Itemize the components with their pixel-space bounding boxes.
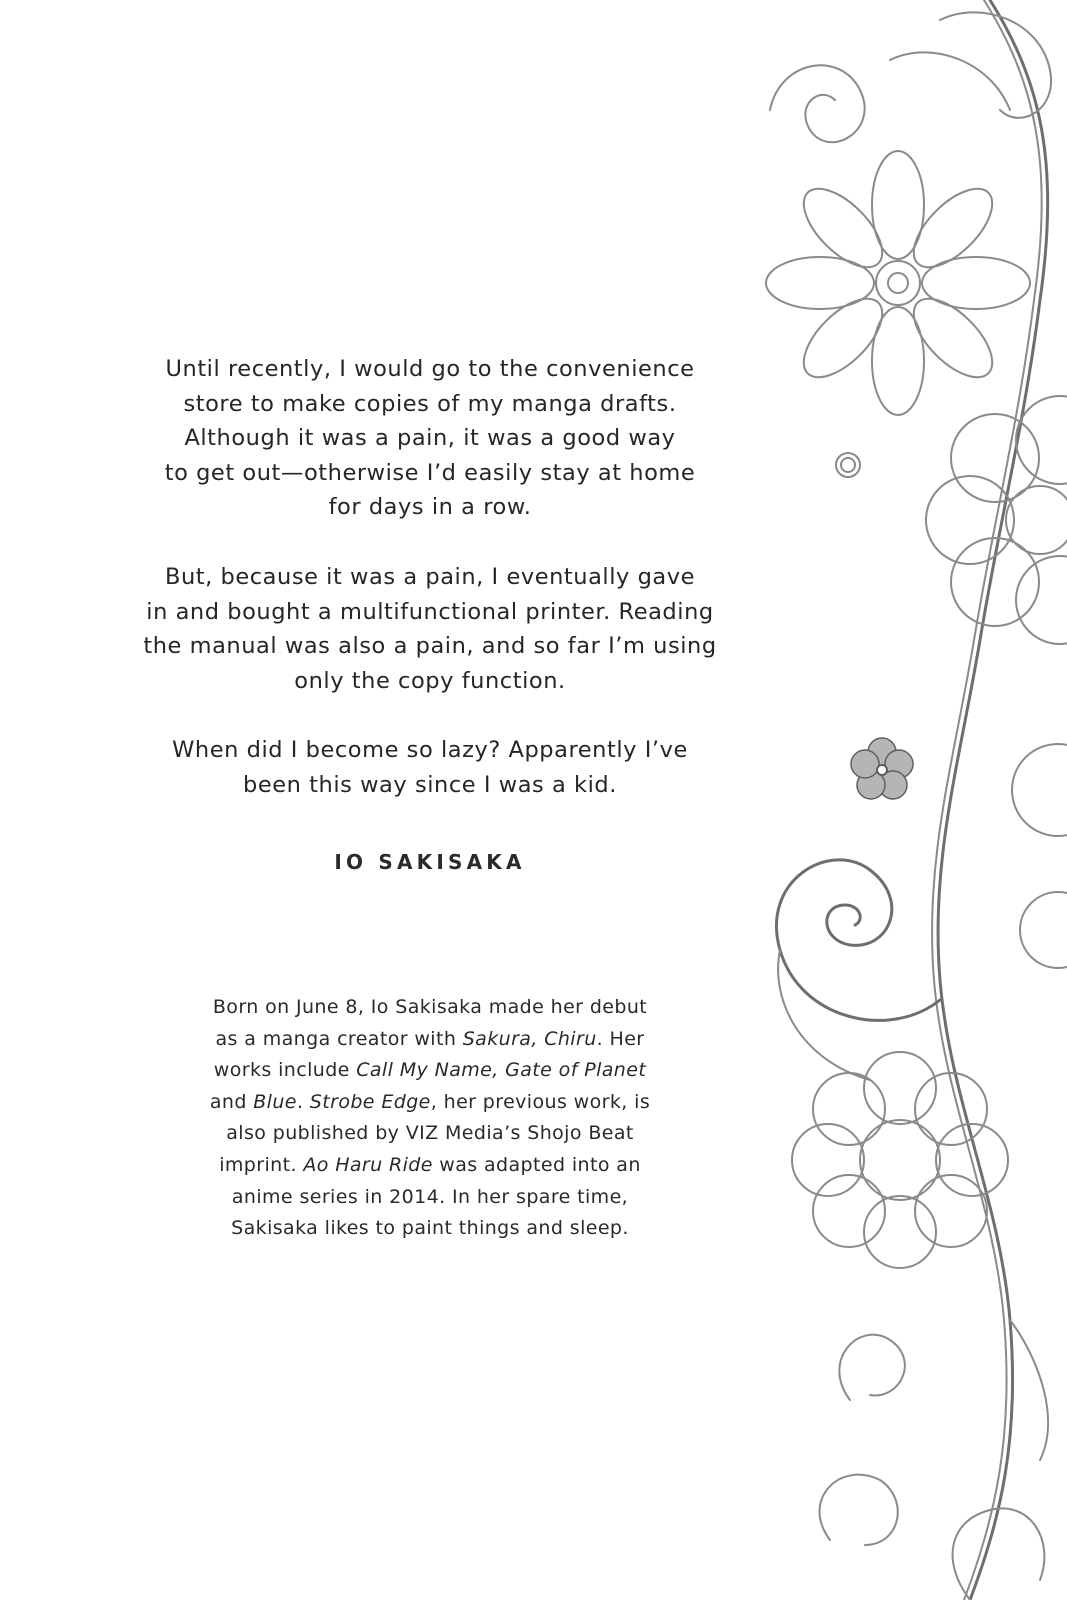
flower-large-bottom: [792, 1052, 1008, 1268]
bio-text: Born on June 8, Io Sakisaka made her debut: [212, 996, 648, 1018]
message-line: But, because it was a pain, I eventually gave: [164, 563, 696, 590]
bio-text: also published by VIZ Media’s Shojo Beat: [226, 1122, 634, 1145]
book-title: Sakura, Chiru: [462, 1027, 597, 1050]
bio-text: and: [209, 1090, 254, 1113]
bio-text: imprint.: [219, 1153, 304, 1176]
message-paragraph-1: [120, 352, 740, 525]
curl: [1010, 1320, 1048, 1460]
message-line: Until recently, I would go to the convenience: [165, 356, 695, 382]
bio-line: [140, 1182, 720, 1214]
message-paragraph-2: [120, 560, 740, 698]
curl: [839, 1335, 904, 1400]
spiral-tail: [778, 950, 870, 1080]
small-circle: [841, 458, 855, 472]
curl: [953, 1508, 1045, 1600]
curl: [890, 52, 1010, 110]
book-title: Blue: [253, 1090, 297, 1113]
curl: [820, 1475, 898, 1545]
bio-text: anime series in 2014. In her spare time,: [231, 1185, 629, 1208]
flower-small-dark: [851, 738, 913, 799]
message-line: When did I become so lazy? Apparently I’ve: [172, 737, 688, 764]
floral-border-illustration: [740, 0, 1067, 1600]
flower-large-top: [766, 151, 1030, 415]
book-title: Ao Haru Ride: [303, 1153, 433, 1176]
bio-line: [140, 1024, 720, 1056]
book-title: Call My Name, Gate of Planet: [356, 1059, 647, 1082]
vine-stem: [938, 0, 1048, 1600]
book-title: Strobe Edge: [309, 1090, 431, 1113]
message-line: been this way since I was a kid.: [243, 771, 617, 798]
bio-text: Sakisaka likes to paint things and sleep.: [231, 1217, 629, 1240]
bio-line: [140, 1087, 720, 1119]
bio-line: [140, 1055, 720, 1087]
vine-stem-outline: [932, 0, 1042, 1600]
bio-line: [140, 1213, 720, 1245]
message-line: store to make copies of my manga drafts.: [183, 390, 677, 417]
message-line: for days in a row.: [328, 494, 532, 521]
bio-text: .: [296, 1090, 310, 1113]
spiral: [776, 860, 940, 1020]
bio-text: works include: [213, 1059, 357, 1082]
edge-circle: [1020, 892, 1067, 968]
small-circle: [836, 453, 860, 477]
bio-line: [140, 1118, 720, 1150]
author-bio: [140, 992, 720, 1245]
message-line: to get out—otherwise I’d easily stay at home: [164, 459, 696, 486]
author-message: [120, 352, 740, 838]
curl: [770, 65, 865, 142]
edge-circle: [1012, 744, 1067, 836]
bio-text: as a manga creator with: [215, 1027, 463, 1050]
bio-text: . Her: [596, 1027, 645, 1050]
message-line: only the copy function.: [294, 667, 566, 694]
message-line: Although it was a pain, it was a good way: [184, 425, 676, 452]
bio-line: [140, 1150, 720, 1182]
bio-text: , her previous work, is: [430, 1090, 651, 1113]
message-paragraph-3: [120, 733, 740, 802]
message-line: the manual was also a pain, and so far I’m using: [143, 633, 717, 660]
bio-line: [140, 992, 720, 1024]
bio-text: was adapted into an: [432, 1153, 641, 1176]
message-line: in and bought a multifunctional printer. Reading: [146, 598, 714, 625]
author-name: IO SAKISAKA: [334, 850, 526, 874]
